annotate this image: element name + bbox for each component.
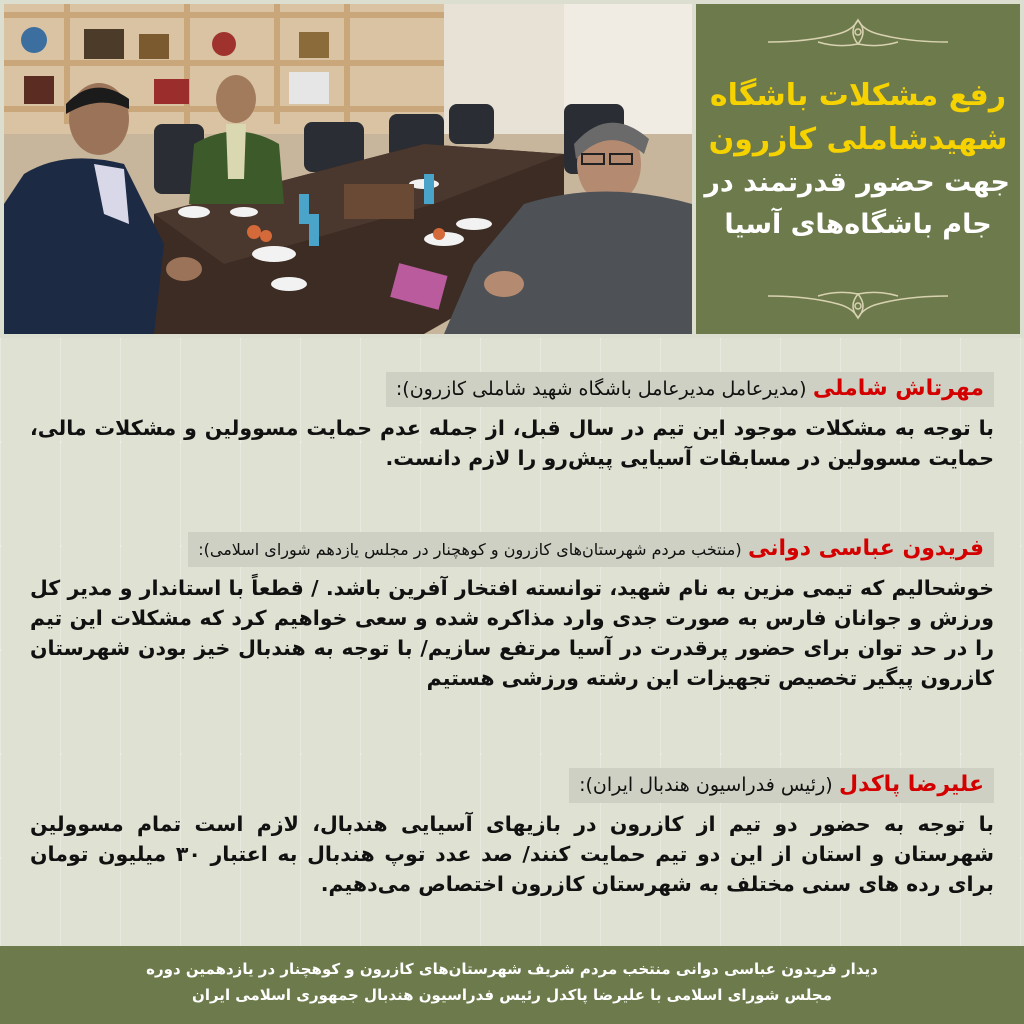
- statement-section-2: [30, 532, 994, 693]
- speaker-name: فریدون عباسی دوانی: [747, 536, 984, 561]
- statement-section-1: [30, 372, 994, 473]
- speaker-role: (منتخب مردم شهرستان‌های کازرون و کوهچنار در مجلس یازدهم شورای اسلامی):: [198, 540, 742, 559]
- footer-caption: [0, 946, 1024, 1024]
- speaker-role: (مدیرعامل مدیرعامل باشگاه شهید شاملی کازرون):: [395, 378, 807, 400]
- headline-panel: [696, 4, 1020, 334]
- footer-line-2: مجلس شورای اسلامی با علیرضا پاکدل رئیس فدراسیون هندبال جمهوری اسلامی ایران: [192, 986, 832, 1004]
- statement-text: خوشحالیم که تیمی مزین به نام شهید، توانسته افتخار آفرین باشد. / قطعاً با استاندار و مدیر کل ورزش و جوانان فارس به صورت جدی وارد مذاکره شده و سعی خواهیم کرد که مشکلات این تیم را در حد توان برای حضور پرقدرت در آسیا مرتفع سازیم/ با توجه به هندبال خیز بودن شهرستان کازرون پیگیر تخصیص تجهیزات این رشته ورزشی هستیم: [30, 576, 994, 690]
- meeting-photo: [4, 4, 692, 334]
- speaker-name: علیرضا پاکدل: [839, 772, 984, 797]
- statement-text: با توجه به مشکلات موجود این تیم در سال قبل، از جمله عدم حمایت مسوولین و مشکلات مالی، حمایت مسوولین در مسابقات آسیایی پیش‌رو را لازم دانست.: [30, 416, 994, 470]
- headline-line-1: رفع مشکلات باشگاه: [709, 78, 1007, 113]
- statement-text: با توجه به حضور دو تیم از کازرون در بازیهای آسیایی هندبال، لازم است تمام مسوولین شهرستان و استان از این دو تیم حمایت کنند/ صد عدد توپ هندبال به اعتبار ۳۰ میلیون تومان برای رده های سنی مختلف به شهرستان کازرون اختصاص می‌دهیم.: [30, 812, 994, 896]
- speaker-bar: [386, 372, 994, 407]
- speaker-name: مهرتاش شاملی: [812, 376, 984, 401]
- meeting-photo-illustration: [4, 4, 692, 334]
- ornament-top-icon: [758, 12, 958, 52]
- headline: [706, 74, 1010, 246]
- ornament-bottom-icon: [758, 286, 958, 326]
- statement-section-3: [30, 768, 994, 899]
- headline-line-3: جهت حضور قدرتمند در: [704, 167, 1010, 198]
- speaker-role: (رئیس فدراسیون هندبال ایران):: [579, 774, 833, 796]
- headline-line-4: جام باشگاه‌های آسیا: [724, 209, 992, 240]
- speaker-bar: [188, 532, 994, 567]
- footer-line-1: دیدار فریدون عباسی دوانی منتخب مردم شریف شهرستان‌های کازرون و کوهچنار در یازدهمین دوره: [146, 960, 878, 978]
- headline-line-2: شهیدشاملی کازرون: [708, 122, 1008, 157]
- speaker-bar: [569, 768, 994, 803]
